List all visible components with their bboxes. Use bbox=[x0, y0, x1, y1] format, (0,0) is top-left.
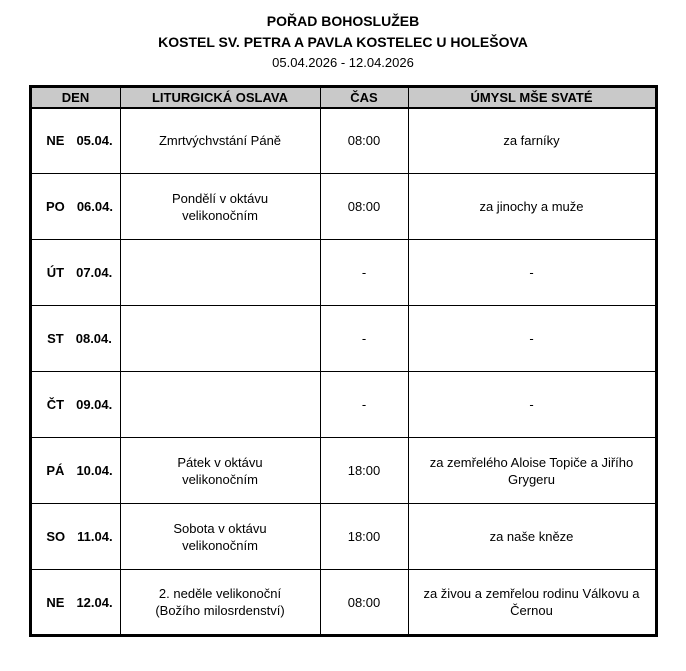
time-cell: - bbox=[320, 240, 408, 306]
table-row bbox=[30, 306, 656, 372]
day-abbreviation: NE bbox=[46, 133, 65, 149]
day-cell bbox=[30, 372, 120, 438]
intention-cell: za naše kněze bbox=[408, 504, 656, 570]
day-abbreviation: ST bbox=[47, 331, 64, 346]
day-date: 10.04. bbox=[76, 463, 113, 478]
document-title: POŘAD BOHOSLUŽEB bbox=[266, 13, 420, 29]
celebration-cell: Pátek v oktávu velikonočním bbox=[120, 438, 320, 504]
day-abbreviation: ÚT bbox=[46, 265, 65, 280]
day-cell bbox=[30, 570, 120, 636]
day-abbreviation: PÁ bbox=[46, 463, 65, 478]
day-date: 06.04. bbox=[76, 199, 113, 214]
day-cell bbox=[30, 108, 120, 174]
intention-cell: za farníky bbox=[408, 108, 656, 174]
celebration-cell: Sobota v oktávu velikonočním bbox=[120, 504, 320, 570]
document-date-range: 05.04.2026 - 12.04.2026 bbox=[272, 55, 414, 70]
celebration-cell: 2. neděle velikonoční (Božího milosrdenství) bbox=[120, 570, 320, 636]
day-abbreviation: NE bbox=[46, 594, 65, 610]
time-cell: 08:00 bbox=[320, 108, 408, 174]
column-header-celebration: LITURGICKÁ OSLAVA bbox=[120, 87, 320, 108]
table-row bbox=[30, 372, 656, 438]
day-date: 05.04. bbox=[76, 133, 113, 149]
table-row bbox=[30, 108, 656, 174]
document-header bbox=[0, 11, 686, 73]
celebration-cell: Zmrtvýchvstání Páně bbox=[120, 108, 320, 174]
time-cell: - bbox=[320, 372, 408, 438]
celebration-cell bbox=[120, 372, 320, 438]
day-cell bbox=[30, 438, 120, 504]
time-cell: 08:00 bbox=[320, 174, 408, 240]
column-header-time: ČAS bbox=[320, 87, 408, 108]
time-cell: 08:00 bbox=[320, 570, 408, 636]
column-header-day: DEN bbox=[30, 87, 120, 108]
day-date: 07.04. bbox=[76, 265, 113, 280]
day-cell bbox=[30, 174, 120, 240]
table-row bbox=[30, 438, 656, 504]
time-cell: 18:00 bbox=[320, 504, 408, 570]
table-row bbox=[30, 504, 656, 570]
day-cell bbox=[30, 504, 120, 570]
time-cell: 18:00 bbox=[320, 438, 408, 504]
document-subtitle: KOSTEL SV. PETRA A PAVLA KOSTELEC U HOLEŠOVA bbox=[158, 34, 528, 50]
celebration-cell bbox=[120, 240, 320, 306]
day-cell bbox=[30, 306, 120, 372]
table-row bbox=[30, 570, 656, 636]
schedule-body bbox=[30, 108, 656, 636]
intention-cell: za jinochy a muže bbox=[408, 174, 656, 240]
day-abbreviation: ČT bbox=[46, 397, 65, 412]
day-abbreviation: SO bbox=[46, 529, 66, 544]
intention-cell: za zemřelého Aloise Topiče a Jiřího Grygeru bbox=[408, 438, 656, 504]
table-row bbox=[30, 174, 656, 240]
day-date: 09.04. bbox=[76, 397, 113, 412]
day-date: 12.04. bbox=[76, 594, 113, 610]
column-header-intention: ÚMYSL MŠE SVATÉ bbox=[408, 87, 656, 108]
intention-cell: - bbox=[408, 240, 656, 306]
day-cell bbox=[30, 240, 120, 306]
intention-cell: za živou a zemřelou rodinu Válkovu a Černou bbox=[408, 570, 656, 636]
day-date: 11.04. bbox=[77, 529, 113, 544]
day-abbreviation: PO bbox=[46, 199, 65, 214]
intention-cell: - bbox=[408, 306, 656, 372]
day-date: 08.04. bbox=[75, 331, 112, 346]
mass-schedule-table bbox=[29, 85, 658, 637]
time-cell: - bbox=[320, 306, 408, 372]
table-header-row bbox=[30, 87, 656, 108]
table-row bbox=[30, 240, 656, 306]
celebration-cell bbox=[120, 306, 320, 372]
intention-cell: - bbox=[408, 372, 656, 438]
celebration-cell: Pondělí v oktávu velikonočním bbox=[120, 174, 320, 240]
